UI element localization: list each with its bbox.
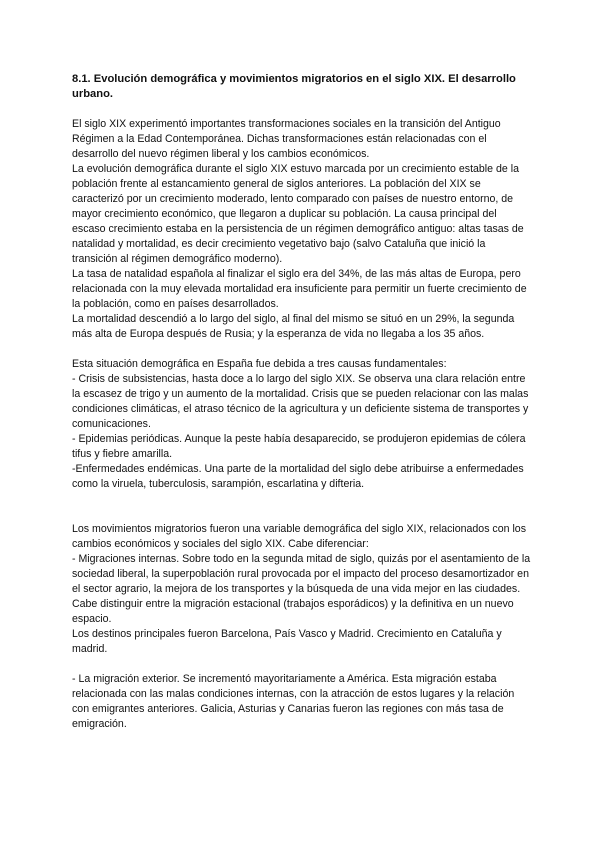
list-item: - Migraciones internas. Sobre todo en la segunda mitad de siglo, quizás por el asentamiento de la sociedad liberal, la superpoblación rural provocada por el impacto del proceso desamortizador en el sector agrario, la mejora de los transportes y la búsqueda de una vida mejor en las ciudades.	[72, 553, 531, 595]
paragraph: El siglo XIX experimentó importantes transformaciones sociales en la transición del Antiguo Régimen a la Edad Contemporánea. Dichas transformaciones están relacionadas con el desarrollo del nuevo régimen liberal y los cambios económicos.	[72, 118, 501, 160]
list-item: - La migración exterior. Se incrementó mayoritariamente a América. Esta migración estaba relacionada con las malas condiciones internas, con la atracción de estos lugares y la relación con emigrantes anteriores. Galicia, Asturias y Canarias fueron las regiones con más tasa de emigración.	[72, 673, 515, 730]
paragraph: La evolución demográfica durante el siglo XIX estuvo marcada por un crecimiento estable de la población frente al estancamiento general de siglos anteriores. La población del XIX se caracterizó por un crecimiento moderado, lento comparado con países de nuestro entorno, de mayor crecimiento económico, que llegaron a duplicar su población. La causa principal del escaso crecimiento estaba en la persistencia de un régimen demográfico antiguo: altas tasas de natalidad y mortalidad, es decir crecimiento vegetativo bajo (salvo Cataluña que inició la transición al régimen demográfico moderno).	[72, 163, 524, 265]
section-introduction	[72, 117, 532, 342]
document-page	[72, 72, 532, 732]
section-migrations	[72, 522, 532, 657]
spacer	[72, 492, 532, 522]
paragraph: Los destinos principales fueron Barcelona, País Vasco y Madrid. Crecimiento en Cataluña y madrid.	[72, 628, 502, 655]
list-item: - Crisis de subsistencias, hasta doce a lo largo del siglo XIX. Se observa una clara relación entre la escasez de trigo y un aumento de la mortalidad. Crisis que se pueden relacionar con las malas condiciones climáticas, el atraso técnico de la agricultura y un deficiente sistema de transportes y comunicaciones.	[72, 373, 529, 430]
list-item: - Epidemias periódicas. Aunque la peste había desaparecido, se produjeron epidemias de cólera tifus y fiebre amarilla.	[72, 433, 526, 460]
spacer	[72, 657, 532, 672]
section-external-migration	[72, 672, 532, 732]
paragraph: La tasa de natalidad española al finalizar el siglo era del 34%, de las más altas de Europa, pero relacionada con la muy elevada mortalidad era insuficiente para permitir un fuerte crecimiento de la población, como en países desarrollados.	[72, 268, 527, 310]
section-causes	[72, 357, 532, 492]
document-title: 8.1. Evolución demográfica y movimientos migratorios en el siglo XIX. El desarrollo urbano.	[72, 73, 516, 100]
paragraph: Cabe distinguir entre la migración estacional (trabajos esporádicos) y la definitiva en un nuevo espacio.	[72, 598, 514, 625]
spacer	[72, 342, 532, 357]
paragraph: La mortalidad descendió a lo largo del siglo, al final del mismo se situó en un 29%, la segunda más alta de Europa después de Rusia; y la esperanza de vida no llegaba a los 35 años.	[72, 313, 515, 340]
paragraph: Los movimientos migratorios fueron una variable demográfica del siglo XIX, relacionados con los cambios económicos y sociales del siglo XIX. Cabe diferenciar:	[72, 523, 527, 550]
paragraph: Esta situación demográfica en España fue debida a tres causas fundamentales:	[72, 358, 447, 370]
list-item: -Enfermedades endémicas. Una parte de la mortalidad del siglo debe atribuirse a enfermedades como la viruela, tuberculosis, sarampión, escarlatina y difteria.	[72, 463, 524, 490]
